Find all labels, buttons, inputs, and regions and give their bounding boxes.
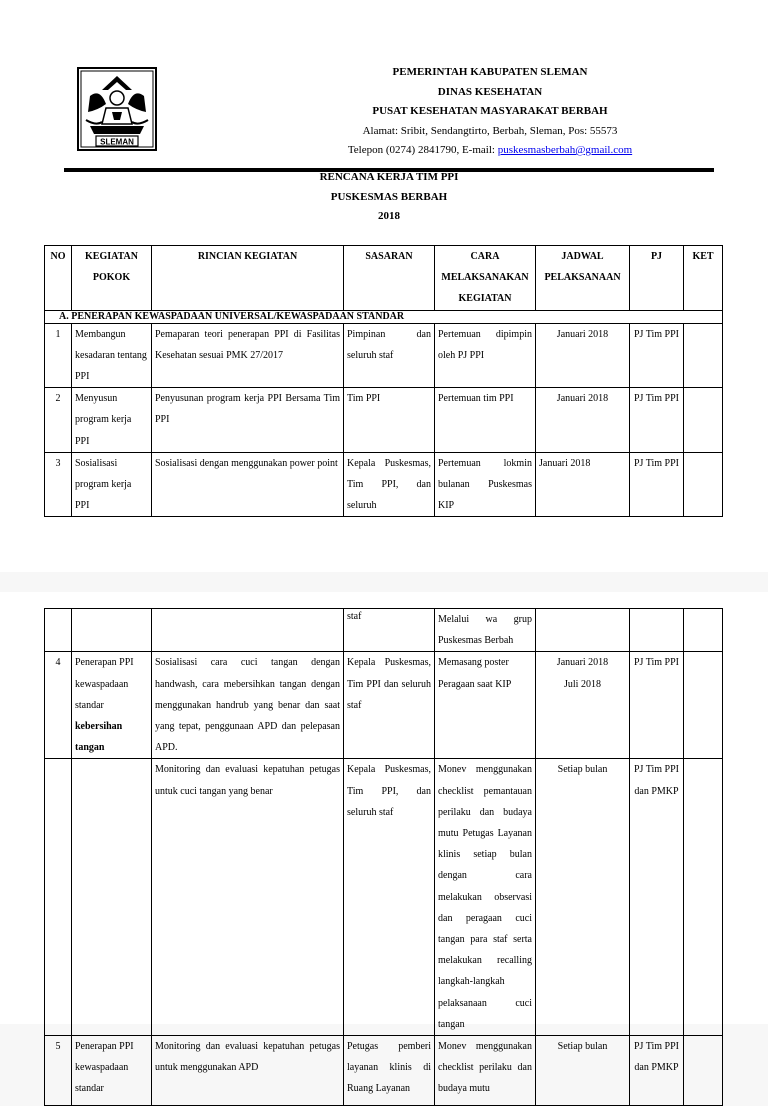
cell-ket xyxy=(684,1036,723,1106)
letterhead-line-1: PEMERINTAH KABUPATEN SLEMAN xyxy=(392,66,588,78)
header-jadwal: JADWAL PELAKSANAAN xyxy=(536,246,630,311)
title-line-3: 2018 xyxy=(378,210,400,222)
cell-pj: PJ Tim PPI dan PMKP xyxy=(630,1036,684,1106)
header-kegiatan: KEGIATAN POKOK xyxy=(72,246,152,311)
cell-kegiatan xyxy=(72,759,152,1036)
title-line-2: PUSKESMAS BERBAH xyxy=(330,190,448,203)
work-plan-table-page-1 xyxy=(44,245,723,517)
cell-no: 4 xyxy=(45,652,72,759)
cell-kegiatan: Membangun kesadaran tentang PPI xyxy=(72,323,152,388)
cell-no: 1 xyxy=(45,323,72,388)
cell-no xyxy=(45,609,72,652)
cell-pj: PJ Tim PPI dan PMKP xyxy=(630,759,684,1036)
cell-kegiatan: Penerapan PPI kewaspadaan standar xyxy=(72,1036,152,1106)
cell-no: 2 xyxy=(45,388,72,453)
document-title xyxy=(64,168,714,227)
cell-kegiatan xyxy=(72,609,152,652)
cell-rincian: Monitoring dan evaluasi kepatuhan petugas untuk menggunakan APD xyxy=(152,1036,344,1106)
letterhead-line-3: PUSAT KESEHATAN MASYARAKAT BERBAH xyxy=(372,105,608,117)
header-ket: KET xyxy=(684,246,723,311)
cell-ket xyxy=(684,759,723,1036)
section-title: A. PENERAPAN KEWASPADAAN UNIVERSAL/KEWASPADAAN STANDAR xyxy=(45,310,723,323)
letterhead-line-2: DINAS KESEHATAN xyxy=(437,85,543,98)
cell-sasaran: Pimpinan dan seluruh staf xyxy=(344,323,435,388)
document-page-2 xyxy=(0,592,768,1095)
cell-jadwal: Setiap bulan xyxy=(536,759,630,1036)
cell-pj: PJ Tim PPI xyxy=(630,388,684,453)
header-pj: PJ xyxy=(630,246,684,311)
svg-text:SLEMAN: SLEMAN xyxy=(100,137,134,147)
cell-kegiatan: Penerapan PPI kewaspadaan standar kebersihan tangan xyxy=(72,652,152,759)
cell-sasaran: staf xyxy=(344,609,435,652)
table-row xyxy=(45,1036,723,1106)
table-header-row xyxy=(45,246,723,311)
cell-ket xyxy=(684,452,723,517)
cell-cara: Monev menggunakan checklist perilaku dan budaya mutu xyxy=(435,1036,536,1106)
table-row xyxy=(45,388,723,453)
cell-jadwal: Januari 2018 xyxy=(536,452,630,517)
table-row xyxy=(45,609,723,652)
cell-ket xyxy=(684,652,723,759)
cell-rincian: Pemaparan teori penerapan PPI di Fasilitas Kesehatan sesuai PMK 27/2017 xyxy=(152,323,344,388)
cell-ket xyxy=(684,323,723,388)
cell-cara: Pertemuan lokmin bulanan Puskesmas KIP xyxy=(435,452,536,517)
cell-pj: PJ Tim PPI xyxy=(630,452,684,517)
email-link[interactable]: puskesmasberbah@gmail.com xyxy=(497,144,633,156)
cell-rincian: Penyusunan program kerja PPI Bersama Tim PPI xyxy=(152,388,344,453)
cell-rincian: Monitoring dan evaluasi kepatuhan petugas untuk cuci tangan yang benar xyxy=(152,759,344,1036)
cell-ket xyxy=(684,388,723,453)
cell-sasaran: Kepala Puskesmas, Tim PPI, dan seluruh xyxy=(344,452,435,517)
cell-sasaran: Kepala Puskesmas, Tim PPI dan seluruh staf xyxy=(344,652,435,759)
sleman-logo-icon xyxy=(76,66,158,152)
work-plan-table-page-2 xyxy=(44,608,723,1106)
cell-jadwal: Januari 2018 xyxy=(536,323,630,388)
cell-jadwal: Setiap bulan xyxy=(536,1036,630,1106)
cell-pj: PJ Tim PPI xyxy=(630,323,684,388)
table-row xyxy=(45,759,723,1036)
cell-cara: Memasang poster Peragaan saat KIP xyxy=(435,652,536,759)
table-row xyxy=(45,323,723,388)
cell-jadwal: Januari 2018 xyxy=(536,388,630,453)
cell-ket xyxy=(684,609,723,652)
cell-no: 3 xyxy=(45,452,72,517)
letterhead-address: Alamat: Sribit, Sendangtirto, Berbah, Sleman, Pos: 55573 xyxy=(362,124,618,137)
header-cara: CARA MELAKSANAKAN KEGIATAN xyxy=(435,246,536,311)
cell-no: 5 xyxy=(45,1036,72,1106)
cell-jadwal: Januari 2018 Juli 2018 xyxy=(536,652,630,759)
cell-rincian: Sosialisasi cara cuci tangan dengan handwash, cara mebersihkan tangan dengan menggunakan handrub yang benar dan saat yang tepat, penggunaan APD dan pelepasan APD. xyxy=(152,652,344,759)
cell-sasaran: Kepala Puskesmas, Tim PPI, dan seluruh staf xyxy=(344,759,435,1036)
cell-kegiatan: Menyusun program kerja PPI xyxy=(72,388,152,453)
cell-no xyxy=(45,759,72,1036)
table-row xyxy=(45,452,723,517)
cell-cara: Pertemuan tim PPI xyxy=(435,388,536,453)
cell-kegiatan: Sosialisasi program kerja PPI xyxy=(72,452,152,517)
cell-cara: Melalui wa grup Puskesmas Berbah xyxy=(435,609,536,652)
cell-pj: PJ Tim PPI xyxy=(630,652,684,759)
cell-pj xyxy=(630,609,684,652)
cell-rincian xyxy=(152,609,344,652)
letterhead-contact: Telepon (0274) 2841790, E-mail: puskesmasberbah@gmail.com xyxy=(347,144,633,156)
header-no: NO xyxy=(45,246,72,311)
header-rincian: RINCIAN KEGIATAN xyxy=(152,246,344,311)
table-row xyxy=(45,652,723,759)
cell-sasaran: Petugas pemberi layanan klinis di Ruang Layanan xyxy=(344,1036,435,1106)
cell-cara: Pertemuan dipimpin oleh PJ PPI xyxy=(435,323,536,388)
header-sasaran: SASARAN xyxy=(344,246,435,311)
title-line-1: RENCANA KERJA TIM PPI xyxy=(319,171,459,183)
letterhead xyxy=(230,63,750,161)
cell-sasaran: Tim PPI xyxy=(344,388,435,453)
cell-cara: Monev menggunakan checklist pemantauan perilaku dan budaya mutu Petugas Layanan klinis setiap bulan dengan cara melakukan observasi dan peragaan cuci tangan para staf serta melakukan recalling langkah-langkah pelaksanaan cuci tangan xyxy=(435,759,536,1036)
cell-rincian: Sosialisasi dengan menggunakan power point xyxy=(152,452,344,517)
cell-jadwal xyxy=(536,609,630,652)
section-row xyxy=(45,310,723,323)
